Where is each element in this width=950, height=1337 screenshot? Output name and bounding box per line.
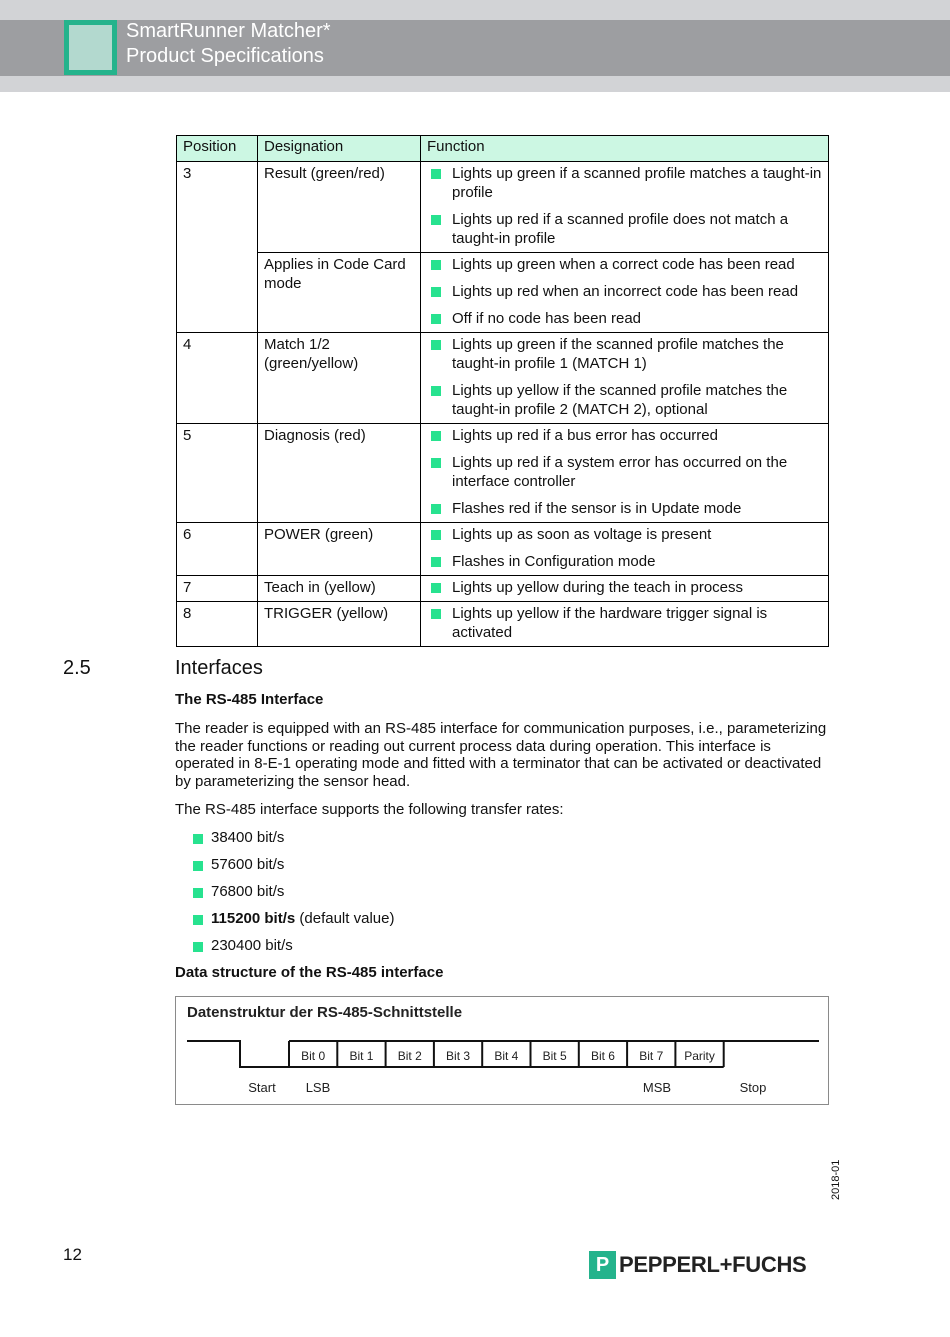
cell-designation: Match 1/2 (green/yellow) [258, 333, 421, 424]
cell-function [421, 253, 829, 333]
function-text: Lights up green when a correct code has been read [452, 256, 795, 273]
header-top-strip [0, 0, 950, 20]
table-row [177, 602, 829, 647]
function-item [427, 164, 822, 202]
cell-position: 6 [177, 523, 258, 576]
table-row [177, 162, 829, 253]
cell-function [421, 523, 829, 576]
function-text: Lights up yellow during the teach in process [452, 579, 744, 596]
transfer-rate-text: 230400 bit/s [211, 937, 293, 954]
green-square-bullet-icon [431, 504, 441, 514]
function-text: Lights up red when an incorrect code has been read [452, 283, 799, 300]
cell-function [421, 162, 829, 253]
transfer-rate-text: 38400 bit/s [211, 829, 285, 846]
green-square-bullet-icon [431, 557, 441, 567]
function-text: Lights up red if a system error has occurred on the interface controller [452, 454, 788, 490]
transfer-rate-item [211, 910, 394, 927]
bit-label: Bit 5 [542, 1049, 567, 1063]
column-header-function: Function [421, 136, 829, 162]
cell-position [177, 253, 258, 333]
green-square-bullet-icon [193, 942, 203, 952]
bit-label: Bit 4 [494, 1049, 519, 1063]
transfer-rate-default: 115200 bit/s [211, 910, 296, 927]
paragraph-rs485-description: The reader is equipped with an RS-485 interface for communication purposes, i.e., parameterizing the reader functions or reading out current process data during operation. This interface is operated in 8-E-1 operating mode and fitted with a terminator that can be activated or deactivated by parameterizing the sensor head. [175, 720, 827, 790]
green-square-bullet-icon [193, 834, 203, 844]
header-bottom-strip [0, 76, 950, 92]
cell-position: 5 [177, 424, 258, 523]
function-text: Flashes in Configuration mode [452, 553, 656, 570]
stop-label: Stop [739, 1080, 767, 1095]
column-header-designation: Designation [258, 136, 421, 162]
green-square-bullet-icon [431, 386, 441, 396]
led-function-table [176, 135, 829, 647]
header-title: SmartRunner Matcher* [126, 20, 331, 42]
cell-designation: Teach in (yellow) [258, 576, 421, 602]
diagram-signal-graphic [176, 997, 830, 1106]
function-text: Flashes red if the sensor is in Update mode [452, 500, 742, 517]
cell-function [421, 333, 829, 424]
function-text: Off if no code has been read [452, 310, 642, 327]
table-row [177, 333, 829, 424]
function-item [427, 255, 822, 274]
transfer-rate-text: 57600 bit/s [211, 856, 285, 873]
green-square-bullet-icon [431, 340, 441, 350]
function-text: Lights up green if a scanned profile matches a taught-in profile [452, 165, 822, 201]
transfer-rate-text: 76800 bit/s [211, 883, 285, 900]
function-item [427, 335, 822, 373]
cell-function [421, 576, 829, 602]
green-square-bullet-icon [193, 888, 203, 898]
function-item [427, 552, 822, 571]
cell-position: 4 [177, 333, 258, 424]
function-item [427, 525, 822, 544]
function-item [427, 453, 822, 491]
function-text: Lights up yellow if the hardware trigger signal is activated [452, 605, 768, 641]
transfer-rate-item [211, 829, 284, 846]
function-item [427, 604, 822, 642]
table-row [177, 523, 829, 576]
section-title: Interfaces [175, 657, 263, 679]
green-square-bullet-icon [193, 861, 203, 871]
paragraph-transfer-rates: The RS-485 interface supports the following transfer rates: [175, 801, 564, 818]
function-text: Lights up red if a bus error has occurred [452, 427, 718, 444]
brand-name: PEPPERL+FUCHS [619, 1252, 807, 1277]
cell-position: 3 [177, 162, 258, 253]
green-square-bullet-icon [431, 260, 441, 270]
page-number: 12 [63, 1245, 82, 1264]
cell-designation: Applies in Code Card mode [258, 253, 421, 333]
cell-position: 8 [177, 602, 258, 647]
green-square-bullet-icon [431, 169, 441, 179]
green-square-bullet-icon [431, 314, 441, 324]
start-bit-signal [187, 1041, 289, 1067]
green-square-bullet-icon [431, 431, 441, 441]
cell-designation: POWER (green) [258, 523, 421, 576]
function-text: Lights up yellow if the scanned profile matches the taught-in profile 2 (MATCH 2), optional [452, 382, 788, 418]
function-item [427, 381, 822, 419]
bit-label: Bit 6 [590, 1049, 615, 1063]
transfer-rate-text: (default value) [295, 910, 395, 927]
function-text: Lights up red if a scanned profile does not match a taught-in profile [452, 211, 789, 247]
transfer-rate-item [211, 883, 284, 900]
transfer-rate-item [211, 937, 293, 954]
subheading-data-structure: Data structure of the RS-485 interface [175, 964, 444, 981]
green-square-bullet-icon [431, 530, 441, 540]
header-subtitle: Product Specifications [126, 45, 324, 67]
bit-label: Bit 3 [446, 1049, 471, 1063]
cell-designation: Result (green/red) [258, 162, 421, 253]
green-square-bullet-icon [431, 583, 441, 593]
diagram-title: Datenstruktur der RS-485-Schnittstelle [187, 1004, 463, 1021]
start-label: Start [248, 1080, 276, 1095]
function-item [427, 309, 822, 328]
date-code: 2018-01 [830, 1159, 842, 1200]
function-text: Lights up as soon as voltage is present [452, 526, 712, 543]
cell-position: 7 [177, 576, 258, 602]
table-row [177, 424, 829, 523]
bit-label: Bit 0 [301, 1049, 326, 1063]
green-square-bullet-icon [193, 915, 203, 925]
function-item [427, 282, 822, 301]
pepperl-fuchs-logo [589, 1251, 806, 1279]
table-row [177, 576, 829, 602]
bit-label: Bit 1 [349, 1049, 374, 1063]
brand-mark-icon: P [589, 1251, 616, 1279]
cell-designation: Diagnosis (red) [258, 424, 421, 523]
green-square-bullet-icon [431, 609, 441, 619]
column-header-position: Position [177, 136, 258, 162]
bit-label: Parity [684, 1049, 715, 1063]
bit-label: Bit 2 [397, 1049, 422, 1063]
cell-designation: TRIGGER (yellow) [258, 602, 421, 647]
table-row [177, 253, 829, 333]
function-item [427, 578, 822, 597]
lsb-label: LSB [305, 1080, 331, 1095]
header-logo-square [64, 20, 117, 75]
green-square-bullet-icon [431, 287, 441, 297]
table-header-row [177, 136, 829, 162]
function-item [427, 426, 822, 445]
green-square-bullet-icon [431, 458, 441, 468]
transfer-rate-item [211, 856, 284, 873]
section-number: 2.5 [63, 657, 91, 679]
subheading-rs485: The RS-485 Interface [175, 691, 324, 708]
function-text: Lights up green if the scanned profile matches the taught-in profile 1 (MATCH 1) [452, 336, 784, 372]
green-square-bullet-icon [431, 215, 441, 225]
rs485-data-structure-diagram [175, 996, 829, 1105]
function-item [427, 499, 822, 518]
msb-label: MSB [642, 1080, 672, 1095]
cell-function [421, 424, 829, 523]
function-item [427, 210, 822, 248]
cell-function [421, 602, 829, 647]
bit-label: Bit 7 [639, 1049, 664, 1063]
